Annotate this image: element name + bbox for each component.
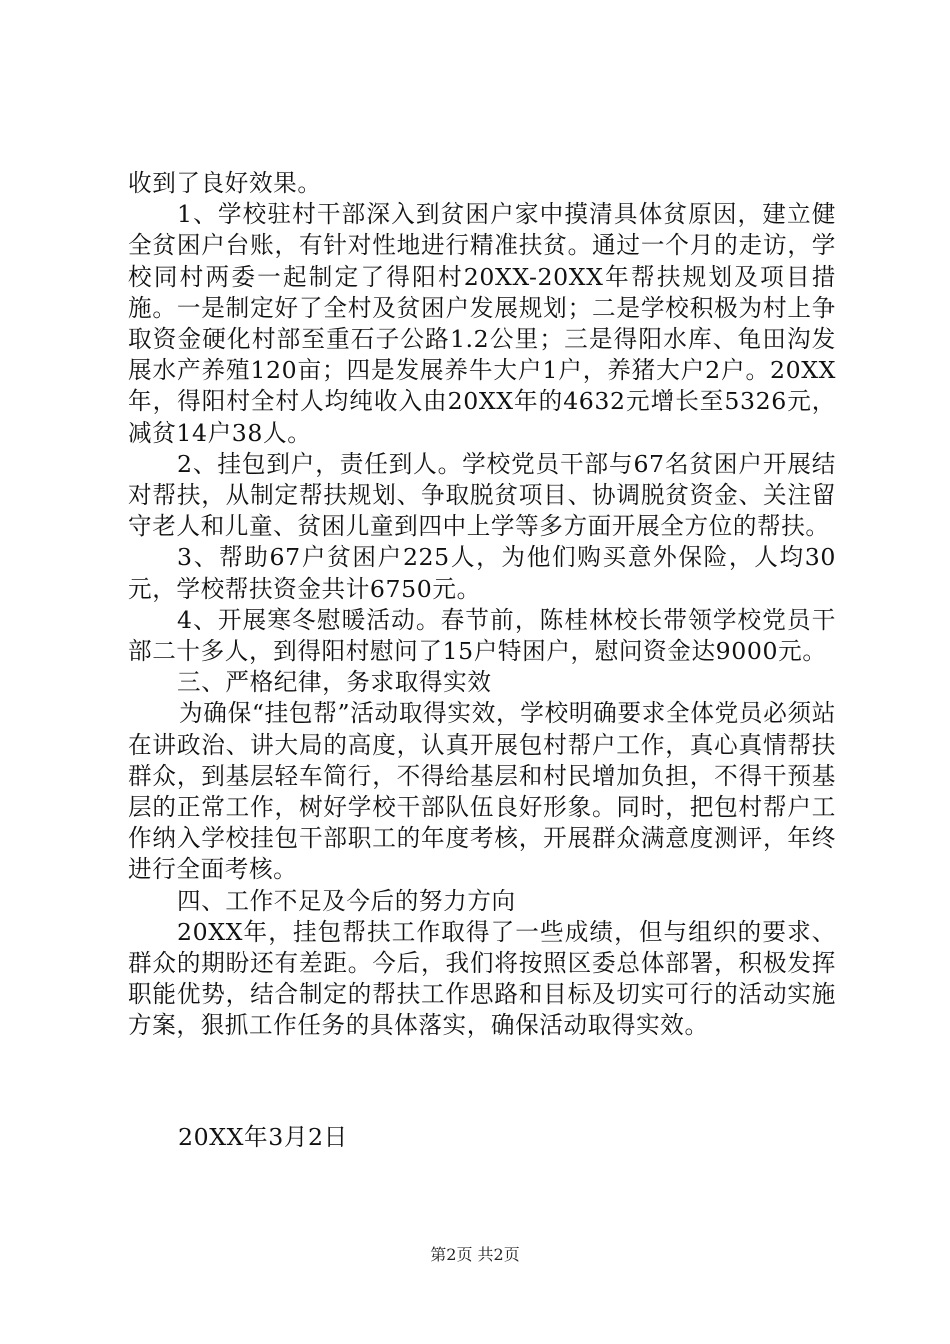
section-heading-4: 四、工作不足及今后的努力方向 (177, 886, 516, 915)
page-number-label: 第2页 共2页 (430, 1245, 520, 1264)
paragraph-continuation: 收到了良好效果。 (128, 169, 322, 197)
paragraph-discipline: 为确保“挂包帮”活动取得实效，学校明确要求全体党员必须站在讲政治、讲大局的高度，认真开展包村帮户工作，真心真情帮扶群众，到基层轻车简行，不得给基层和村民增加负担，不得干预基层的正常工作，树好学校干部队伍良好形象。同时，把包村帮户工作纳入学校挂包干部职工的年度考核，开展群众满意度测评，年终进行全面考核。 (128, 699, 836, 884)
paragraph-future-direction: 20XX年，挂包帮扶工作取得了一些成绩，但与组织的要求、群众的期盼还有差距。今后，我们将按照区委总体部署，积极发挥职能优势，结合制定的帮扶工作思路和目标及切实可行的活动实施方案，狠抓工作任务的具体落实，确保活动取得实效。 (128, 917, 836, 1040)
paragraph-item-2: 2、挂包到户，责任到人。学校党员干部与67名贫困户开展结对帮扶，从制定帮扶规划、争取脱贫项目、协调脱贫资金、关注留守老人和儿童、贫困儿童到四中上学等多方面开展全方位的帮扶。 (128, 449, 836, 541)
paragraph-item-4: 4、开展寒冬慰暖活动。春节前，陈桂林校长带领学校党员干部二十多人，到得阳村慰问了15户特困户，慰问资金达9000元。 (128, 605, 836, 666)
document-date: 20XX年3月2日 (178, 1123, 348, 1151)
paragraph-item-1: 1、学校驻村干部深入到贫困户家中摸清具体贫原因，建立健全贫困户台账，有针对性地进行精准扶贫。通过一个月的走访，学校同村两委一起制定了得阳村20XX-20XX年帮扶规划及项目措施。一是制定好了全村及贫困户发展规划；二是学校积极为村上争取资金硬化村部至重石子公路1.2公里；三是得阳水库、龟田沟发展水产养殖120亩；四是发展养牛大户1户，养猪大户2户。20XX年，得阳村全村人均纯收入由20XX年的4632元增长至5326元，减贫14户38人。 (128, 200, 836, 447)
paragraph-item-3: 3、帮助67户贫困户225人，为他们购买意外保险，人均30元，学校帮扶资金共计6750元。 (128, 543, 836, 603)
section-heading-3: 三、严格纪律，务求取得实效 (177, 668, 492, 697)
page-footer (0, 1244, 950, 1266)
document-body (128, 168, 836, 1042)
